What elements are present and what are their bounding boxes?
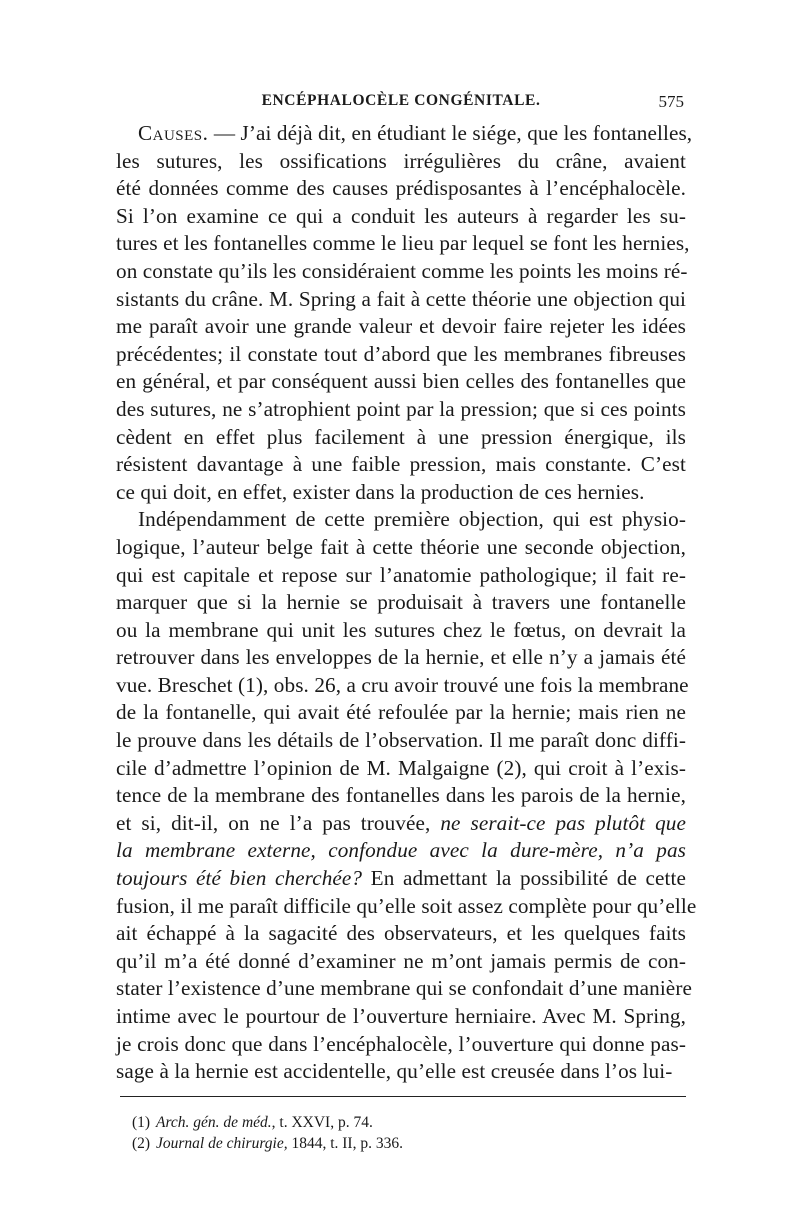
text-line: été données comme des causes prédisposantes à l’encéphalocèle.	[116, 176, 686, 201]
body-text	[116, 120, 697, 1086]
quoted-text: ne serait-ce pas plutôt que	[440, 810, 686, 835]
footnotes	[132, 1112, 672, 1154]
text-line: les sutures, les ossifications irrégulières du crâne, avaient	[116, 148, 686, 173]
text-line: en général, et par conséquent aussi bien celles des fontanelles que	[116, 369, 686, 394]
text-line: des sutures, ne s’atrophient point par la pression; que si ces points	[116, 396, 686, 421]
quoted-text: la membrane externe, confondue avec la dure-mère, n’a pas	[116, 838, 686, 863]
text-line: vue. Breschet (1), obs. 26, a cru avoir trouvé une fois la membrane	[116, 672, 689, 697]
text-line: marquer que si la hernie se produisait à travers une fontanelle	[116, 590, 686, 615]
text-line: Indépendamment de cette première objection, qui est physio-	[138, 507, 686, 532]
text-line: intime avec le pourtour de l’ouverture herniaire. Avec M. Spring,	[116, 1004, 686, 1028]
text-line: tures et les fontanelles comme le lieu par lequel se font les hernies,	[116, 231, 690, 256]
text-line: résistent davantage à une faible pression, mais constante. C’est	[116, 452, 686, 477]
text-line: ait échappé à la sagacité des observateurs, et les quelques faits	[116, 921, 686, 946]
footnote-source: Journal de chirurgie,	[156, 1135, 288, 1152]
text-line: cile d’admettre l’opinion de M. Malgaigne (2), qui croit à l’exis-	[116, 755, 686, 780]
text-line-start: et si, dit-il, on ne l’a pas trouvée,	[116, 810, 441, 835]
text-line: retrouver dans les enveloppes de la hernie, et elle n’y a jamais été	[116, 645, 686, 670]
footnote-source: Arch. gén. de méd.	[156, 1114, 272, 1131]
text-line: logique, l’auteur belge fait à cette théorie une seconde objection,	[116, 534, 686, 559]
page-header	[118, 92, 684, 118]
text-line: tence de la membrane des fontanelles dans les parois de la hernie,	[116, 783, 686, 808]
text-line: je crois donc que dans l’encéphalocèle, l’ouverture qui donne pas-	[116, 1031, 686, 1056]
footnote-detail: , t. XXVI, p. 74.	[271, 1114, 373, 1131]
text-line: ou la membrane qui unit les sutures chez le fœtus, on devrait la	[116, 617, 686, 642]
text-line: ce qui doit, en effet, exister dans la production de ces hernies.	[116, 479, 645, 504]
footnote-item	[132, 1133, 672, 1154]
text-line: précédentes; il constate tout d’abord que les membranes fibreuses	[116, 341, 686, 366]
page-number: 575	[658, 92, 684, 111]
footnote-number: (1)	[132, 1114, 151, 1131]
text-line: me paraît avoir une grande valeur et devoir faire rejeter les idées	[116, 314, 686, 339]
text-line	[116, 120, 693, 148]
text-line: sistants du crâne. M. Spring a fait à cette théorie une objection qui	[116, 286, 686, 311]
text-line-rest: En admettant la possibilité de cette	[362, 866, 686, 891]
text-line-rest: — J’ai déjà dit, en étudiant le siége, que les fontanelles,	[208, 121, 693, 145]
text-line: fusion, il me paraît difficile qu’elle soit assez complète pour qu’elle	[116, 893, 697, 918]
text-line: qu’il m’a été donné d’examiner ne m’ont jamais permis de con-	[116, 948, 686, 973]
text-line: sage à la hernie est accidentelle, qu’elle est creusée dans l’os lui-	[116, 1059, 673, 1084]
text-line: cèdent en effet plus facilement à une pression énergique, ils	[116, 424, 686, 449]
text-line: Si l’on examine ce qui a conduit les auteurs à regarder les su-	[116, 203, 686, 228]
text-line: de la fontanelle, qui avait été refoulée par la hernie; mais rien ne	[116, 700, 686, 725]
footnote-detail: 1844, t. II, p. 336.	[287, 1135, 403, 1152]
text-line	[116, 865, 686, 893]
footnote-divider	[120, 1096, 686, 1097]
text-line	[116, 810, 686, 838]
text-line: stater l’existence d’une membrane qui se confondait d’une manière	[116, 976, 692, 1001]
text-line: on constate qu’ils les considéraient comme les points les moins ré-	[116, 258, 688, 283]
footnote-number: (2)	[132, 1135, 151, 1152]
footnote-item	[132, 1112, 672, 1133]
section-heading: Causes.	[138, 121, 209, 145]
text-line: le prouve dans les détails de l’observation. Il me paraît donc diffi-	[116, 728, 686, 753]
text-line: qui est capitale et repose sur l’anatomie pathologique; il fait re-	[116, 562, 686, 587]
running-title: ENCÉPHALOCÈLE CONGÉNITALE.	[261, 92, 541, 109]
quoted-text: toujours été bien cherchée?	[116, 866, 363, 891]
text-line	[116, 837, 686, 865]
